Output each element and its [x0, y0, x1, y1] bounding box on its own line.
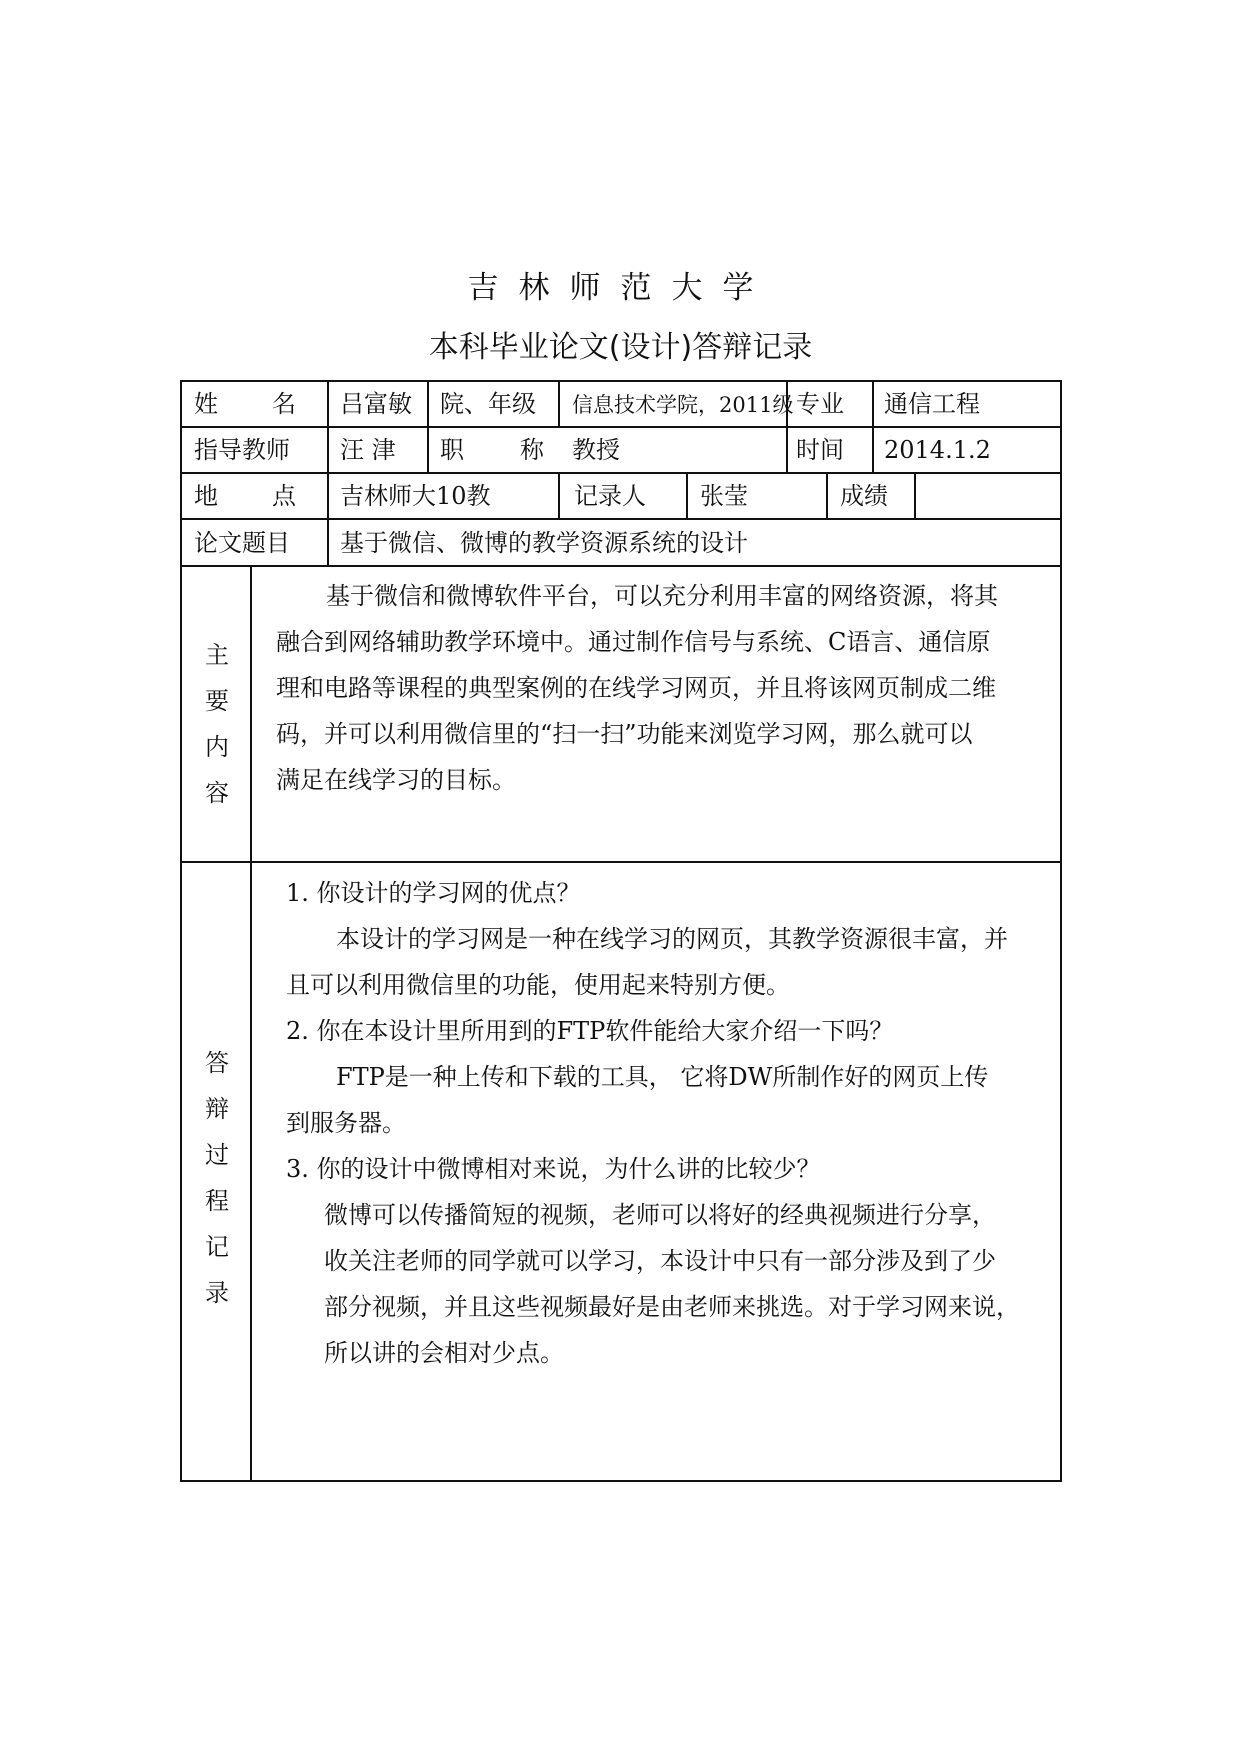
- advisor-label: 指导教师: [194, 436, 290, 464]
- col-divider: [427, 380, 429, 472]
- major-label: 专业: [796, 390, 844, 418]
- col-divider: [914, 472, 916, 518]
- question-3: 3. 你的设计中微博相对来说，为什么讲的比较少？: [286, 1155, 821, 1183]
- topic-label: 论文题目: [194, 529, 290, 557]
- answer-3-line: 微博可以传播简短的视频，老师可以将好的经典视频进行分享，: [324, 1201, 996, 1229]
- defense-label: 答 辩 过 程 记 录: [205, 1049, 229, 1307]
- row-divider: [180, 861, 1062, 863]
- recorder-value: 张莹: [700, 482, 748, 510]
- col-divider: [558, 472, 560, 518]
- col-divider: [826, 472, 828, 518]
- place-label: 地 点: [194, 482, 296, 510]
- answer-2-line: 到服务器。: [286, 1109, 406, 1137]
- major-value: 通信工程: [884, 390, 980, 418]
- question-1: 1. 你设计的学习网的优点？: [286, 879, 581, 907]
- col-divider: [327, 380, 329, 566]
- col-divider: [872, 380, 874, 472]
- college-value: 信息技术学院，2011级: [572, 393, 794, 417]
- place-value: 吉林师大10教: [340, 482, 491, 510]
- row-divider: [180, 426, 1062, 428]
- col-divider: [558, 380, 560, 426]
- content-label: 主 要 内 容: [205, 641, 229, 807]
- answer-3-line: 部分视频，并且这些视频最好是由老师来挑选。对于学习网来说，: [324, 1293, 1020, 1321]
- advisor-value: 汪 津: [340, 436, 396, 464]
- answer-1-line: 本设计的学习网是一种在线学习的网页，其教学资源很丰富，并: [336, 925, 1008, 953]
- time-label: 时间: [796, 436, 844, 464]
- grade-label: 成绩: [840, 482, 888, 510]
- question-2: 2. 你在本设计里所用到的FTP软件能给大家介绍一下吗？: [286, 1017, 894, 1045]
- form-title: 本科毕业论文(设计)答辩记录: [428, 330, 813, 365]
- title-label: 职 称: [440, 436, 544, 464]
- recorder-label: 记录人: [574, 482, 646, 510]
- row-divider: [180, 472, 1062, 474]
- content-text: 基于微信和微博软件平台，可以充分利用丰富的网络资源，将其 融合到网络辅助教学环境中。通过制作信号与系统、C语言、通信原 理和电路等课程的典型案例的在线学习网页，并且将该网页制成二维 码，并可以利用微信里的“扫一扫”功能来浏览学习网，那么就可以 满足在线学习的目标。: [276, 582, 998, 794]
- answer-2-line: FTP是一种上传和下载的工具， 它将DW所制作好的网页上传: [336, 1063, 989, 1091]
- name-label: 姓 名: [194, 390, 296, 418]
- answer-1-line: 且可以利用微信里的功能，使用起来特别方便。: [286, 971, 790, 999]
- answer-3-line: 收关注老师的同学就可以学习，本设计中只有一部分涉及到了少: [324, 1247, 996, 1275]
- answer-3-line: 所以讲的会相对少点。: [324, 1339, 564, 1367]
- col-divider: [250, 565, 252, 1482]
- col-divider: [686, 472, 688, 518]
- topic-value: 基于微信、微博的教学资源系统的设计: [340, 529, 748, 557]
- time-value: 2014.1.2: [884, 436, 991, 464]
- row-divider: [180, 518, 1062, 520]
- college-label: 院、年级: [440, 390, 536, 418]
- row-divider: [180, 565, 1062, 567]
- name-value: 吕富敏: [340, 390, 412, 418]
- title-value: 教授: [572, 436, 620, 464]
- university-title: 吉林师范大学: [467, 270, 774, 306]
- defense-text: [286, 870, 1056, 1376]
